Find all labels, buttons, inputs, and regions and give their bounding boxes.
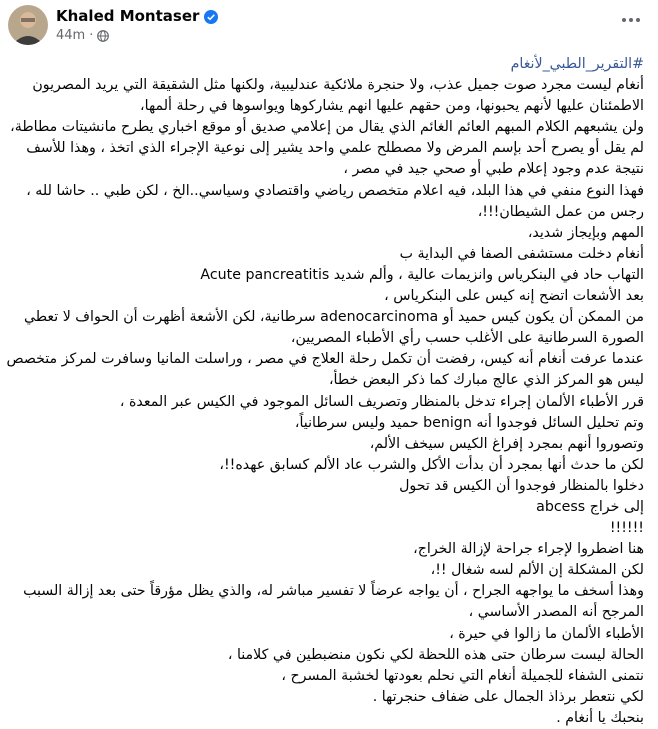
author-row (56, 7, 218, 25)
post-meta (56, 28, 109, 43)
post-line: ولن يشبعهم الكلام المبهم العائم الغائم الذي يقال من إعلامي صديق أو موقع اخباري يطرح مانشيتات مطاطة، (10, 119, 644, 136)
post-line: أنغام دخلت مستشفى الصفا في البداية ب (399, 245, 644, 262)
post-line: بنحبك يا أنغام . (556, 709, 644, 726)
post-line: رجس من عمل الشيطان!!!، (477, 203, 644, 220)
more-options-icon[interactable] (614, 8, 648, 32)
post-line: لكن ما حدث أنها بمجرد أن بدأت الأكل والشرب عاد الألم كسابق عهده!!، (219, 456, 644, 473)
post-line: نتمنى الشفاء للجميلة أنغام التي نحلم بعودتها لخشبة المسرح ، (281, 667, 644, 684)
post-line: المرجح أنه المصدر الأساسي ، (468, 604, 644, 621)
post-line: التهاب حاد في البنكرياس وانزيمات عالية ، وألم شديد Acute pancreatitis (200, 266, 644, 283)
globe-icon (97, 30, 109, 42)
post-time[interactable]: 44m (56, 28, 86, 43)
post-line: الحالة ليست سرطان حتى هذه اللحظة لكي نكون منضبطين في كلامنا ، (227, 646, 644, 663)
author-name[interactable]: Khaled Montaser (56, 7, 200, 25)
hashtag-link[interactable]: #التقرير_الطبي_لأنغام (510, 56, 644, 72)
post-line: نتيجة عدم وجود إعلام طبي أو صحي جيد في مصر ، (343, 161, 644, 178)
post-line: من الممكن أن يكون كيس حميد أو adenocarcinoma سرطانية، لكن الأشعة أظهرت أن الحواف لا تعطي (23, 309, 644, 326)
post-line: أنغام ليست مجرد صوت جميل عذب، ولا حنجرة ملائكية عندليبية، ولكنها مثل الشقيقة التي يريد المصريون (32, 77, 644, 94)
post-line: الاطمئنان عليها لأنهم يحبونها، ومن حقهم عليها انهم يشاركوها ويواسوها في رحلة ألمها، (140, 98, 644, 115)
post-line: وتم تحليل السائل فوجدوا أنه benign حميد وليس سرطانياً، (294, 414, 644, 431)
post-body (0, 54, 644, 729)
post-line: لكن المشكلة إن الألم لسه شغال !!، (430, 562, 644, 579)
post-line: دخلوا بالمنظار فوجدوا أن الكيس قد تحول (399, 477, 644, 494)
post-line: قرر الأطباء الألمان إجراء تدخل بالمنظار وتصريف السائل الموجود في الكيس عبر المعدة ، (119, 393, 644, 410)
post-line: لم يقل أو يصرح أحد بإسم المرض ولا مصطلح علمي واحد يشير إلى نوعية الإجراء الذي اتخذ ، وهذا للأسف (26, 140, 644, 157)
post-line: هنا اضطروا لإجراء جراحة لإزالة الخراج، (413, 541, 644, 558)
post-line: الصورة السرطانية على الأغلب حسب رأي الأطباء المصريين، (290, 330, 644, 347)
post-line: لكي نتعطر برذاذ الجمال على ضفاف حنجرتها . (372, 688, 644, 705)
post-line: وتصوروا أنهم بمجرد إفراغ الكيس سيخف الألم، (369, 435, 644, 452)
post-line: المهم وبإيجاز شديد، (527, 224, 644, 241)
post-line: !!!!!! (609, 520, 644, 537)
post-line: ليس هو المركز الذي عالج مبارك كما ذكر البعض خطأ، (328, 372, 644, 389)
post-line: بعد الأشعات اتضح إنه كيس على البنكرياس ، (384, 288, 644, 305)
post-line: إلى خراج abcess (536, 498, 644, 515)
post-line: فهذا النوع منفي في هذا البلد، فيه اعلام متخصص رياضي واقتصادي وسياسي..الخ ، لكن طبي .. حاشا لله ، (26, 182, 644, 199)
post-line: عندما عرفت أنغام أنه كيس، رفضت أن تكمل رحلة العلاج في مصر ، وراسلت المانيا وسافرت لمركز متخصص (6, 351, 644, 368)
verified-badge-icon (204, 9, 218, 23)
post-header (0, 0, 658, 50)
post-line: الأطباء الألمان ما زالوا في حيرة ، (449, 625, 644, 642)
post-line: وهذا أسخف ما يواجهه الجراح ، أن يواجه عرضاً لا تفسير مباشر له، والذي يظل مؤرقاً حتى بعد إزالة السبب (23, 583, 644, 600)
meta-separator: · (89, 28, 94, 43)
avatar[interactable] (8, 5, 48, 45)
